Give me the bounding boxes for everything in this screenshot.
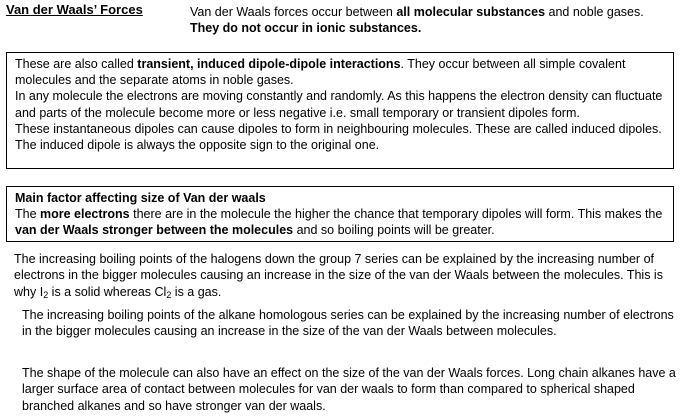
page-title: Van der Waals’ Forces xyxy=(6,2,143,17)
definition-paragraph xyxy=(15,56,665,88)
intro-bold-2: They do not occur in ionic substances. xyxy=(190,21,422,35)
intro-text-1: Van der Waals forces occur between xyxy=(190,5,397,19)
main-factor-text-2: there are in the molecule the higher the chance that temporary dipoles will form. This makes the xyxy=(129,207,663,221)
main-factor-heading: Main factor affecting size of Van der waals xyxy=(15,191,266,205)
induced-dipole-paragraph: These instantaneous dipoles can cause dipoles to form in neighbouring molecules. These are called induced dipoles. The induced dipole is always the opposite sign to the original one. xyxy=(15,121,662,153)
main-factor-text-3: and so boiling points will be greater. xyxy=(293,223,495,237)
halogens-text-3: is a gas. xyxy=(171,284,222,299)
main-factor-bold-1: more electrons xyxy=(40,207,130,221)
intro-text-2: and noble gases. xyxy=(545,5,644,19)
alkanes-paragraph: The increasing boiling points of the alkane homologous series can be explained by the increasing number of electrons in the bigger molecules causing an increase in the size of the van der Waals between molecules. xyxy=(22,308,674,339)
chlorine-subscript: 2 xyxy=(166,289,172,300)
iodine-subscript: 2 xyxy=(43,289,49,300)
molecule-shape-paragraph: The shape of the molecule can also have an effect on the size of the van der Waals forces. Long chain alkanes have a larger surface area of contact between molecules for van der waals to form than compared to spherical shaped branched alkanes and so have stronger van der waals. xyxy=(22,366,676,413)
main-factor-text-1: The xyxy=(15,207,41,221)
halogens-paragraph xyxy=(14,251,674,300)
halogens-text-1: The increasing boiling points of the halogens down the group 7 series can be explained by the increasing number of electrons in the bigger molecules causing an increase in the size of the van der Waals between the molecules. This is why I xyxy=(14,252,663,299)
intro-bold-1: all molecular substances xyxy=(396,5,546,19)
definition-text-2: . They occur between all simple covalent molecules and the separate atoms in noble gases. xyxy=(15,57,626,88)
main-factor-paragraph xyxy=(15,206,665,238)
electron-movement-paragraph: In any molecule the electrons are moving constantly and randomly. As this happens the electron density can fluctuate and parts of the molecule become more or less negative i.e. small temporary or transient dipoles form. xyxy=(15,89,663,120)
definition-text-1: These are also called xyxy=(15,57,138,71)
intro-text xyxy=(190,4,676,36)
definition-bold: transient, induced dipole-dipole interactions xyxy=(137,57,401,71)
definition-box xyxy=(6,52,674,169)
main-factor-bold-2: van der Waals stronger between the molecules xyxy=(15,223,294,237)
main-factor-box xyxy=(6,186,674,242)
halogens-text-2: is a solid whereas Cl xyxy=(48,284,167,299)
